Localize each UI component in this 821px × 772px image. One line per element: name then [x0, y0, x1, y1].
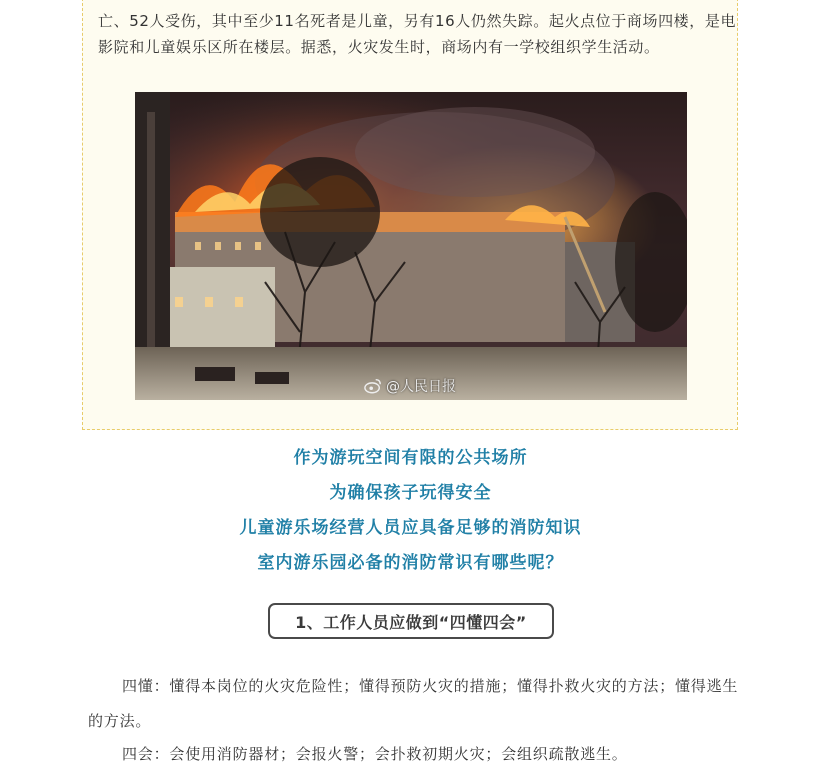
- paragraph-four-knows-text: 四懂：懂得本岗位的火灾危险性；懂得预防火灾的措施；懂得扑救火灾的方法；懂得逃生的方法。: [88, 677, 739, 730]
- headline-group: [0, 444, 821, 584]
- headline-line-2: 为确保孩子玩得安全: [329, 483, 492, 503]
- news-paragraph: 亡、52人受伤，其中至少11名死者是儿童，另有16人仍然失踪。起火点位于商场四楼，是电影院和儿童娱乐区所在楼层。据悉，火灾发生时，商场内有一学校组织学生活动。: [98, 12, 737, 56]
- photo-watermark: [364, 376, 456, 396]
- paragraph-four-knows: [88, 669, 748, 739]
- headline-line-3: 儿童游乐场经营人员应具备足够的消防知识: [239, 518, 582, 538]
- fire-news-photo: [135, 92, 687, 400]
- paragraph-four-abilities-text: 四会：会使用消防器材；会报火警；会扑救初期火灾；会组织疏散逃生。: [122, 745, 628, 763]
- watermark-text: @人民日报: [386, 379, 456, 395]
- section-title: 1、工作人员应做到“四懂四会”: [295, 612, 527, 632]
- weibo-icon: [364, 377, 382, 395]
- section-title-badge: [268, 603, 554, 639]
- paragraph-four-abilities: [88, 737, 748, 772]
- headline-line-4: 室内游乐园必备的消防常识有哪些呢？: [257, 553, 564, 573]
- headline-line-1: 作为游玩空间有限的公共场所: [293, 448, 528, 468]
